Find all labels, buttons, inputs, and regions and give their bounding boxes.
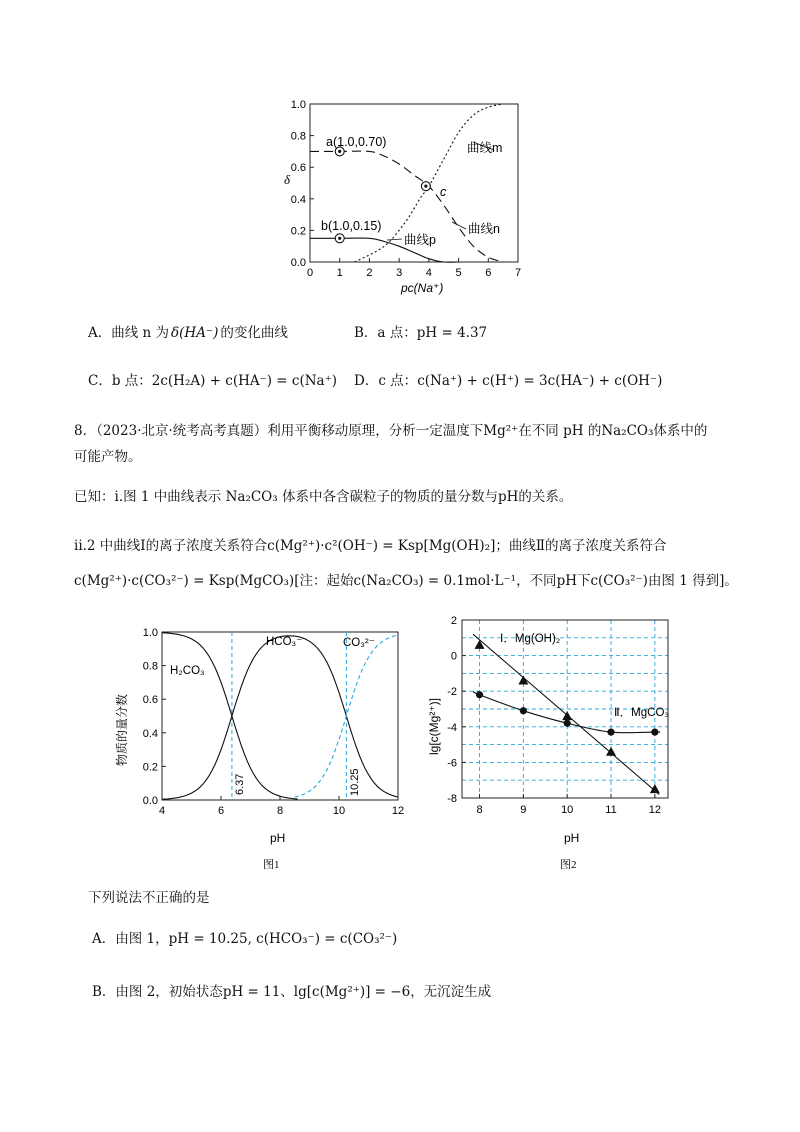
top-xlabel: pc(Na⁺) [401,281,444,295]
fig2-ytick-label: 2 [450,615,457,627]
q8-option-b: B．由图 2，初始状态pH = 11、lg[c(Mg²⁺)] = −6，无沉淀生成 [92,984,492,1000]
top-ytick-label: 0.6 [290,162,306,175]
fig1-ytick-label: 0.2 [142,761,158,774]
figure-1 [108,616,418,871]
fig1-ytick-label: 0.8 [142,660,158,673]
fig1-label-hco3: HCO₃⁻ [266,636,303,648]
fig2-xtick-label: 11 [605,804,617,816]
point-b-label: b(1.0,0.15) [321,219,382,233]
fig2-circle-marker [607,729,614,736]
top-point-dot [338,237,341,240]
curve-m-label: 曲线m [467,141,503,155]
top-ylabel: δ [284,172,291,187]
fig1-ytick-label: 0.0 [142,795,158,807]
q8-stem-line1: 8．（2023·北京·统考高考真题）利用平衡移动原理，分析一定温度下Mg²⁺在不同 pH 的Na₂CO₃体系中的 [74,423,708,439]
q7-option-d: D．c 点：c(Na⁺) + c(H⁺) = 3c(HA⁻) + c(OH⁻) [354,373,663,389]
q7-option-b: B．a 点：pH = 4.37 [354,325,488,341]
fig1-ytick-label: 0.6 [142,694,158,707]
top-xtick-label: 2 [366,267,373,279]
fig1-xtick-label: 6 [217,805,225,817]
fig1-label-h2co3: H₂CO₃ [170,665,205,677]
curve-p-label: 曲线p [404,233,436,247]
fig1-ytick-label: 0.4 [142,727,158,740]
q8-option-a: A．由图 1，pH = 10.25, c(HCO₃⁻) = c(CO₃²⁻) [92,931,398,947]
fig2-ytick-label: -4 [447,721,457,734]
fig2-circle-marker [520,707,527,714]
fig2-xtick-label: 12 [648,804,661,816]
fig1-xtick-label: 10 [332,805,346,817]
fig1-series-line [162,636,398,800]
fig2-label-I: Ⅰ．Mg(OH)₂ [500,633,561,645]
fig1-xtick-label: 12 [391,805,405,817]
top-ytick-label: 0.4 [290,193,306,206]
top-xtick-label: 6 [485,267,492,279]
fig2-caption: 图2 [560,859,577,871]
figure-2 [418,610,688,872]
top-chart [270,92,540,302]
top-point-dot [338,150,341,153]
fig1-xtick-label: 8 [276,805,284,817]
fig2-xtick-label: 10 [561,804,574,816]
q8-stem-line2: 可能产物。 [74,449,142,465]
fig2-triangle-marker [650,784,660,793]
top-ytick-label: 0.2 [290,225,306,238]
top-xtick-label: 4 [425,267,432,279]
fig1-ytick-label: 1.0 [142,627,158,639]
q7-option-c: C．b 点：2c(H₂A) + c(HA⁻) = c(Na⁺) [88,373,337,389]
top-xtick-label: 3 [396,267,403,279]
fig1-caption: 图1 [263,859,280,871]
top-ytick-label: 1.0 [290,99,306,111]
top-xtick-label: 5 [455,267,462,279]
fig2-xlabel: pH [564,831,580,845]
fig1-label-637: 6.37 [234,773,246,795]
fig1-series-line [162,633,298,799]
fig2-ytick-label: -6 [447,757,457,770]
fig2-circle-marker [651,729,658,736]
fig2-ylabel: lg[c(Mg²⁺)] [427,698,441,755]
fig2-triangle-marker [475,640,485,649]
fig2-ytick-label: 0 [450,650,457,663]
top-series-line [310,238,459,262]
q7-option-a: A．曲线 n 为 δ(HA⁻) 的变化曲线 [88,325,288,341]
point-c-label: c [440,185,447,199]
fig2-triangle-marker [606,747,616,756]
fig1-label-co3: CO₃²⁻ [343,637,375,649]
q8-known-i: 已知：i.图 1 中曲线表示 Na₂CO₃ 体系中各含碳粒子的物质的量分数与pH的关系。 [74,489,573,505]
fig2-label-II: Ⅱ．MgCO₃ [614,707,670,719]
fig2-ytick-label: -2 [447,686,457,699]
top-ytick-label: 0.0 [290,257,306,269]
fig1-xlabel: pH [270,831,286,845]
top-point-dot [424,185,427,188]
fig2-circle-marker [564,720,571,727]
top-ytick-label: 0.8 [290,130,306,143]
top-xtick-label: 0 [306,267,314,279]
q8-known-ii: ii.2 中曲线Ⅰ的离子浓度关系符合c(Mg²⁺)·c²(OH⁻) = Ksp[Mg(OH)₂]；曲线Ⅱ的离子浓度关系符合 [74,538,667,554]
fig1-ylabel: 物质的量分数 [115,693,129,766]
curve-n-leader [452,222,466,229]
fig1-plot-frame [162,632,398,800]
point-a-label: a(1.0,0.70) [326,135,387,149]
curve-p-leader [387,239,402,240]
fig2-xtick-label: 9 [520,804,527,816]
fig2-xtick-label: 8 [476,804,483,816]
q8-prompt: 下列说法不正确的是 [88,890,210,906]
top-xtick-label: 1 [336,267,343,279]
fig2-circle-marker [476,691,483,698]
fig2-ytick-label: -8 [447,793,457,805]
q8-known-ii-line2: c(Mg²⁺)·c(CO₃²⁻) = Ksp(MgCO₃)[注：起始c(Na₂CO₃) = 0.1mol·L⁻¹，不同pH下c(CO₃²⁻)由图 1 得到]。 [74,573,738,589]
top-xtick-label: 7 [514,267,522,279]
fig1-xtick-label: 4 [158,805,166,817]
fig1-label-1025: 10.25 [349,768,361,796]
curve-n-label: 曲线n [468,222,500,236]
